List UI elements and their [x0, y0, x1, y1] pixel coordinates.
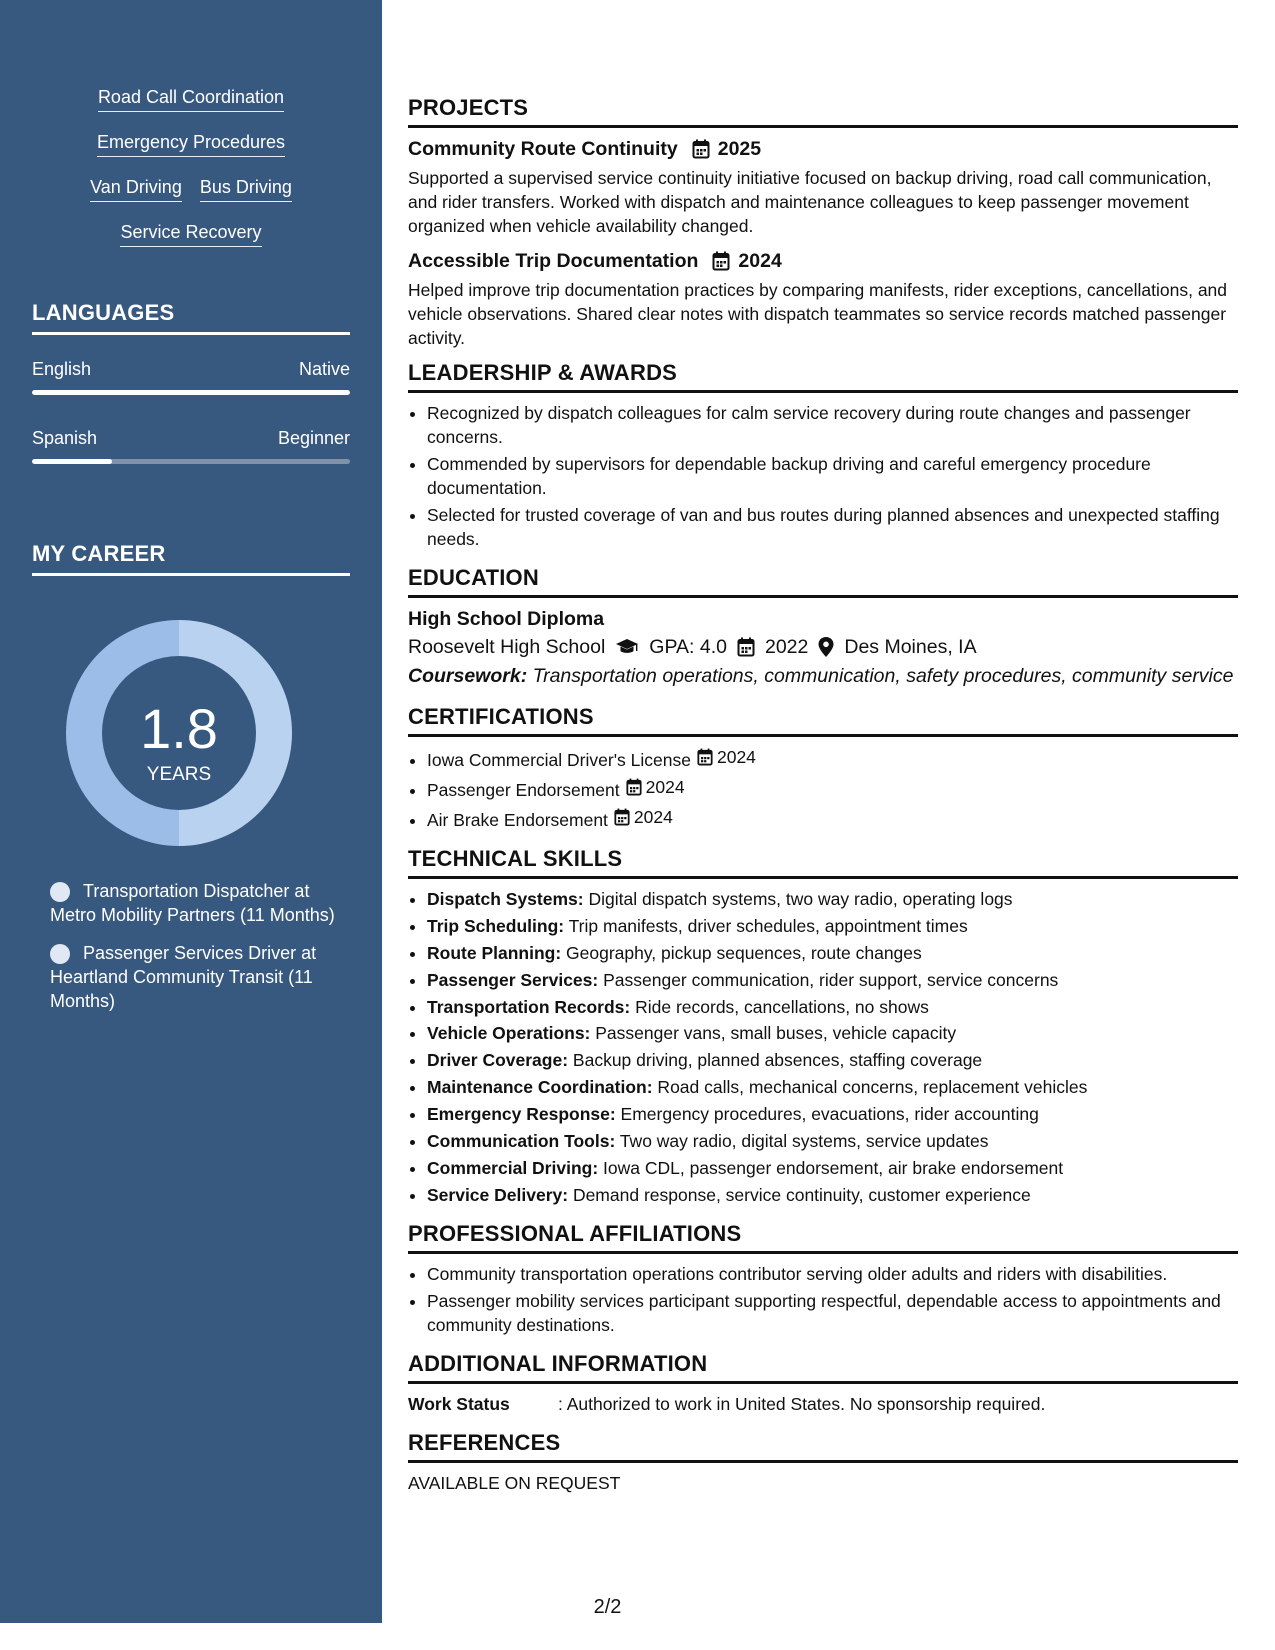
calendar-icon — [697, 748, 713, 766]
project-year: 2025 — [717, 138, 762, 160]
skill-item — [427, 1075, 1238, 1099]
project-description: Supported a supervised service continuity initiative focused on backup driving, road call communication, and rider transfers. Worked with dispatch and maintenance colleagues to keep passenger movement organized when vehicle availability changed. — [408, 168, 1212, 236]
certification-year: 2024 — [645, 777, 685, 797]
section-heading: PROFESSIONAL AFFILIATIONS — [408, 1221, 1238, 1254]
career-item — [50, 879, 340, 927]
career-item-text: Transportation Dispatcher at Metro Mobility Partners (11 Months) — [50, 881, 335, 925]
skill-item — [427, 1129, 1238, 1153]
info-row — [408, 1392, 1238, 1416]
career-years-label: YEARS — [146, 764, 212, 785]
school-location: Des Moines, IA — [844, 636, 977, 658]
calendar-icon — [626, 778, 642, 796]
languages-heading: LANGUAGES — [32, 300, 350, 335]
skill-label: Dispatch Systems: — [427, 889, 584, 909]
skill-tag: Van Driving — [90, 176, 182, 202]
skill-item — [427, 1048, 1238, 1072]
skill-item — [427, 995, 1238, 1019]
language-proficiency-fill — [32, 390, 350, 395]
affiliations-list — [408, 1262, 1238, 1337]
skill-label: Transportation Records: — [427, 996, 631, 1017]
skill-label: Route Planning: — [427, 942, 562, 963]
skill-text: Iowa CDL, passenger endorsement, air brake endorsement — [598, 1157, 1064, 1178]
skill-text: Geography, pickup sequences, route changes — [561, 942, 922, 963]
info-value: : Authorized to work in United States. No sponsorship required. — [558, 1393, 1046, 1414]
certification-item — [427, 805, 1238, 832]
skill-item — [427, 1102, 1238, 1126]
skill-text: Road calls, mechanical concerns, replacement vehicles — [652, 1077, 1088, 1098]
skill-item — [427, 1021, 1238, 1045]
bullet-dot-icon — [50, 882, 70, 902]
leadership-list — [408, 401, 1238, 551]
calendar-icon — [737, 637, 755, 657]
calendar-icon — [614, 808, 630, 826]
skill-label: Commercial Driving: — [427, 1157, 599, 1178]
skill-item — [427, 914, 1238, 938]
skill-tag: Bus Driving — [200, 176, 292, 202]
coursework — [408, 664, 1238, 688]
sidebar — [0, 0, 382, 1623]
section-heading: LEADERSHIP & AWARDS — [408, 360, 1238, 393]
section-heading: REFERENCES — [408, 1430, 1238, 1463]
graduation-year: 2022 — [764, 636, 809, 658]
school-name: Roosevelt High School — [408, 636, 606, 658]
project-description: Helped improve trip documentation practices by comparing manifests, rider exceptions, cancellations, and vehicle observations. Shared clear notes with dispatch teammates so service records matched passenger activity. — [408, 280, 1228, 348]
skill-item — [427, 887, 1238, 911]
education-section — [408, 565, 1238, 688]
section-heading: ADDITIONAL INFORMATION — [408, 1351, 1238, 1384]
skill-label: Service Delivery: — [427, 1184, 569, 1205]
skill-tag: Emergency Procedures — [97, 131, 285, 157]
list-item: • Commended by supervisors for dependable backup driving and careful emergency procedure documentation. — [427, 452, 1238, 500]
certifications-section — [408, 704, 1238, 832]
list-item: • Recognized by dispatch colleagues for calm service recovery during route changes and passenger concerns. — [427, 401, 1238, 449]
graduation-cap-icon — [615, 638, 639, 656]
skill-tags — [0, 86, 382, 266]
references-section — [408, 1430, 1238, 1495]
references-text: AVAILABLE ON REQUEST — [408, 1472, 621, 1493]
certification-name: Passenger Endorsement — [427, 780, 620, 800]
skill-tag: Road Call Coordination — [98, 86, 284, 112]
skill-text: Ride records, cancellations, no shows — [630, 996, 929, 1017]
skill-label: Driver Coverage: — [427, 1050, 569, 1071]
certification-year: 2024 — [633, 807, 673, 827]
location-pin-icon — [818, 637, 834, 657]
career-item-text: Passenger Services Driver at Heartland Community Transit (11 Months) — [50, 943, 317, 1011]
technical-skills-section — [408, 846, 1238, 1207]
project-title: Accessible Trip Documentation — [408, 250, 699, 272]
calendar-icon — [712, 251, 730, 271]
leadership-section — [408, 360, 1238, 551]
skill-text: Passenger vans, small buses, vehicle capacity — [590, 1023, 957, 1044]
career-years-donut — [66, 620, 292, 846]
skill-label: Communication Tools: — [427, 1131, 616, 1152]
language-name: Spanish — [32, 428, 98, 448]
career-heading: MY CAREER — [32, 541, 350, 576]
language-proficiency-bar — [32, 459, 350, 464]
section-heading: CERTIFICATIONS — [408, 704, 1238, 737]
technical-skills-list — [408, 887, 1238, 1207]
skill-label: Maintenance Coordination: — [427, 1077, 653, 1098]
skill-item — [427, 1183, 1238, 1207]
skill-text: Emergency procedures, evacuations, rider accounting — [615, 1104, 1039, 1125]
additional-info-section — [408, 1351, 1238, 1416]
skill-text: Demand response, service continuity, customer experience — [568, 1184, 1031, 1205]
list-item: • Community transportation operations contributor serving older adults and riders with disabilities. — [427, 1262, 1238, 1286]
certification-year: 2024 — [716, 747, 756, 767]
page-number: 2/2 — [593, 1596, 622, 1618]
skill-label: Emergency Response: — [427, 1104, 616, 1125]
skill-item — [427, 1156, 1238, 1180]
section-heading: TECHNICAL SKILLS — [408, 846, 1238, 879]
language-level: Native — [298, 359, 350, 379]
certifications-list — [408, 745, 1238, 832]
degree-title: High School Diploma — [408, 608, 605, 630]
section-heading: PROJECTS — [408, 95, 1238, 128]
skill-text: Passenger communication, rider support, service concerns — [598, 969, 1059, 990]
calendar-icon — [692, 139, 710, 159]
career-list — [50, 879, 340, 1027]
career-years-value: 1.8 — [140, 697, 218, 760]
certification-item — [427, 775, 1238, 802]
skill-tag: Service Recovery — [120, 221, 261, 247]
project-title-row — [408, 136, 1238, 162]
skill-text: Two way radio, digital systems, service updates — [615, 1131, 989, 1152]
page-number-row — [0, 1596, 1275, 1619]
language-item — [32, 427, 350, 464]
skill-text: Backup driving, planned absences, staffing coverage — [568, 1050, 983, 1071]
project-title-row — [408, 248, 1238, 274]
skill-label: Vehicle Operations: — [427, 1023, 591, 1044]
project-title: Community Route Continuity — [408, 138, 678, 160]
certification-name: Air Brake Endorsement — [427, 810, 608, 830]
career-item — [50, 941, 340, 1013]
language-level: Beginner — [277, 428, 350, 448]
language-name: English — [32, 359, 92, 379]
language-proficiency-bar — [32, 390, 350, 395]
affiliations-section — [408, 1221, 1238, 1337]
gpa: GPA: 4.0 — [649, 636, 727, 658]
skill-item — [427, 941, 1238, 965]
section-heading: EDUCATION — [408, 565, 1238, 598]
list-item: • Passenger mobility services participant supporting respectful, dependable access to appointments and community destinations. — [427, 1289, 1238, 1337]
skill-label: Trip Scheduling: — [427, 915, 565, 936]
coursework-text: Transportation operations, communication, safety procedures, community service — [527, 665, 1234, 687]
coursework-label: Coursework: — [408, 665, 528, 687]
bullet-dot-icon — [50, 944, 70, 964]
skill-item — [427, 968, 1238, 992]
skill-label: Passenger Services: — [427, 969, 599, 990]
skill-text: Digital dispatch systems, two way radio, operating logs — [583, 889, 1013, 909]
certification-item — [427, 745, 1238, 772]
education-details — [408, 632, 1238, 662]
info-key: Work Status — [408, 1393, 510, 1414]
projects-section — [408, 95, 1238, 350]
language-proficiency-fill — [32, 459, 112, 464]
list-item: • Selected for trusted coverage of van and bus routes during planned absences and unexpected staffing needs. — [427, 503, 1238, 551]
language-item — [32, 358, 350, 395]
main-content — [408, 95, 1238, 1495]
certification-name: Iowa Commercial Driver's License — [427, 750, 691, 770]
project-year: 2024 — [738, 250, 782, 272]
skill-text: Trip manifests, driver schedules, appointment times — [564, 915, 968, 936]
